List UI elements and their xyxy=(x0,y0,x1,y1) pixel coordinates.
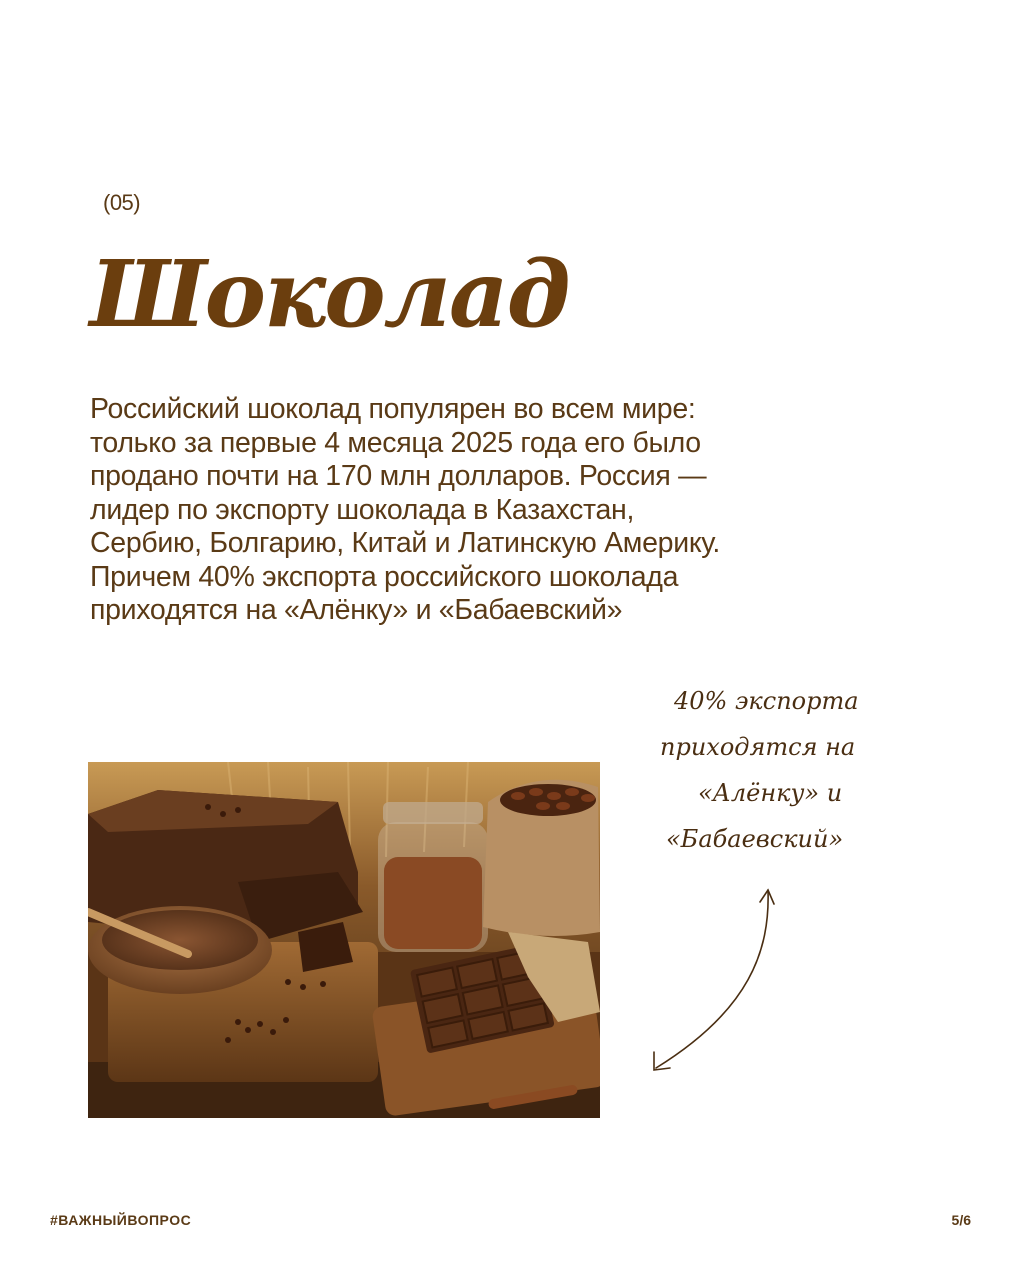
body-line: Российский шоколад популярен во всем мире: xyxy=(90,393,696,425)
chocolate-illustration xyxy=(88,762,600,1118)
note-line: приходятся на xyxy=(660,733,856,761)
handwritten-note xyxy=(660,678,960,862)
slide-title: Шоколад xyxy=(90,240,569,348)
note-line: «Алёнку» и xyxy=(698,779,843,807)
body-line: только за первые 4 месяца 2025 года его было xyxy=(90,426,701,459)
slide-number: (05) xyxy=(103,190,141,215)
body-line: продано почти на 170 млн долларов. Россия — xyxy=(90,460,707,492)
page-indicator: 5/6 xyxy=(951,1212,971,1228)
hashtag: #ВАЖНЫЙВОПРОС xyxy=(50,1212,192,1228)
body-line: Причем 40% экспорта российского шоколада xyxy=(90,560,679,593)
body-line: лидер по экспорту шоколада в Казахстан, xyxy=(90,493,635,526)
body-line: приходятся на «Алёнку» и «Бабаевский» xyxy=(90,594,623,626)
body-paragraph xyxy=(90,393,850,628)
handdrawn-arrow-icon xyxy=(640,880,780,1080)
chocolate-photo xyxy=(88,762,600,1118)
note-line: 40% экспорта xyxy=(674,687,859,715)
note-line: «Бабаевский» xyxy=(666,825,844,853)
body-line: Сербию, Болгарию, Китай и Латинскую Америку. xyxy=(90,527,721,559)
